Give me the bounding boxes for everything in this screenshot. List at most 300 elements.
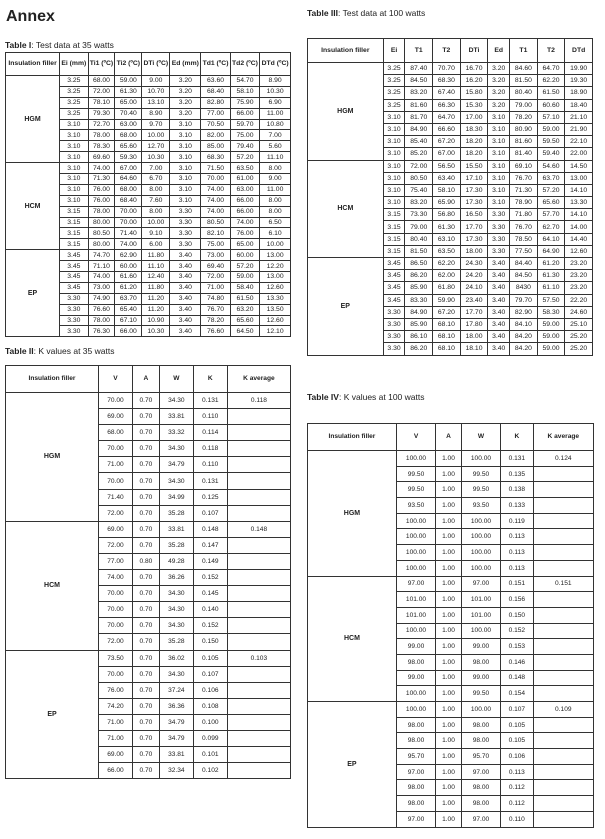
table-cell: 13.00	[260, 250, 291, 261]
table-cell: 68.30	[433, 75, 461, 87]
table-cell: 1.00	[436, 592, 462, 608]
table-cell: 76.70	[201, 304, 230, 315]
table-cell: 56.50	[433, 160, 461, 172]
table-cell	[533, 498, 593, 514]
table-cell: 3.15	[60, 206, 88, 217]
table-cell: 7.00	[260, 130, 291, 141]
table-cell: 78.20	[201, 315, 230, 326]
table-cell: 97.00	[461, 811, 500, 827]
table-cell: 101.00	[396, 592, 435, 608]
column-header: DTi (ºC)	[142, 53, 170, 76]
table-cell: 22.00	[565, 148, 593, 160]
table-cell: 59.00	[537, 123, 565, 135]
table-cell: 71.30	[510, 184, 538, 196]
table-cell: 57.70	[537, 209, 565, 221]
table-cell: 3.45	[383, 258, 405, 270]
table-cell: 66.00	[230, 108, 259, 119]
table-cell: 3.40	[170, 326, 201, 337]
table-cell: 100.00	[461, 623, 500, 639]
table-cell: 3.10	[488, 148, 510, 160]
table-cell: 17.70	[460, 221, 488, 233]
table-row	[6, 393, 291, 409]
table-cell: 100.00	[461, 702, 500, 718]
table-cell: 71.80	[510, 209, 538, 221]
table-cell: 3.30	[488, 209, 510, 221]
table-cell: 3.30	[170, 206, 201, 217]
table-cell: 80.40	[405, 233, 433, 245]
table-cell: 3.25	[60, 76, 88, 87]
table-cell: 69.00	[98, 521, 132, 537]
table-cell: 99.50	[461, 482, 500, 498]
table-cell: 58.30	[537, 306, 565, 318]
column-header: K average	[227, 366, 290, 393]
caption-label: Table II	[5, 346, 34, 356]
table-cell: 59.50	[537, 136, 565, 148]
table-cell: 17.30	[460, 197, 488, 209]
table-cell: 0.151	[501, 576, 533, 592]
table-cell	[533, 717, 593, 733]
table-cell: 11.00	[260, 184, 291, 195]
table-cell: 3.40	[488, 343, 510, 355]
table-cell: 0.105	[501, 717, 533, 733]
table-cell: 3.30	[488, 221, 510, 233]
table-cell: 0.156	[501, 592, 533, 608]
table-cell: 79.30	[88, 108, 115, 119]
table-cell: 74.00	[201, 206, 230, 217]
table-cell: 14.00	[565, 221, 593, 233]
table-cell: 75.00	[201, 239, 230, 250]
filler-group-label: HCM	[6, 163, 60, 250]
table-cell: 81.50	[405, 245, 433, 257]
table-cell: 3.30	[383, 331, 405, 343]
table-cell: 81.70	[405, 111, 433, 123]
table-cell: 3.45	[383, 294, 405, 306]
table-cell: 0.110	[501, 811, 533, 827]
table-cell: 3.25	[383, 87, 405, 99]
table-3-caption	[307, 8, 425, 18]
table-cell: 16.20	[460, 75, 488, 87]
table-cell: 18.10	[460, 343, 488, 355]
table-cell: 57.20	[230, 261, 259, 272]
table-cell: 93.50	[396, 498, 435, 514]
table-cell: 1.00	[436, 529, 462, 545]
table-cell: 6.00	[142, 239, 170, 250]
table-cell: 11.20	[142, 293, 170, 304]
table-cell: 70.70	[433, 63, 461, 75]
table-cell: 5.60	[260, 141, 291, 152]
table-cell: 83.30	[405, 294, 433, 306]
table-cell: 14.10	[565, 209, 593, 221]
table-cell: 68.40	[201, 86, 230, 97]
filler-group-label: HGM	[6, 393, 99, 522]
table-cell: 81.60	[510, 136, 538, 148]
table-cell: 62.90	[115, 250, 142, 261]
table-cell: 78.30	[88, 141, 115, 152]
table-cell	[533, 639, 593, 655]
table-cell: 59.00	[115, 76, 142, 87]
table-4-caption	[307, 392, 425, 402]
table-cell: 56.80	[433, 209, 461, 221]
table-cell	[227, 586, 290, 602]
table-cell: 98.00	[396, 654, 435, 670]
table-cell: 3.10	[488, 123, 510, 135]
column-header: T2	[537, 39, 565, 63]
table-cell: 63.00	[230, 184, 259, 195]
table-cell: 3.10	[383, 197, 405, 209]
table-cell: 75.00	[230, 130, 259, 141]
table-cell: 1.00	[436, 498, 462, 514]
table-cell: 1.00	[436, 451, 462, 467]
table-cell: 79.70	[510, 294, 538, 306]
table-cell: 0.70	[132, 650, 159, 666]
column-header: W	[159, 366, 193, 393]
table-cell: 0.70	[132, 682, 159, 698]
table-cell: 59.00	[537, 318, 565, 330]
table-cell: 3.20	[170, 108, 201, 119]
table-cell	[227, 763, 290, 779]
table-cell: 0.105	[501, 733, 533, 749]
table-cell: 73.00	[201, 250, 230, 261]
table-cell: 0.106	[193, 682, 227, 698]
table-cell: 65.00	[115, 97, 142, 108]
table-cell: 54.60	[537, 160, 565, 172]
table-cell: 58.10	[433, 184, 461, 196]
column-header: Insulation filler	[6, 53, 60, 76]
table-cell: 70.40	[115, 108, 142, 119]
table-cell: 0.112	[501, 780, 533, 796]
table-cell	[533, 513, 593, 529]
table-cell: 1.00	[436, 576, 462, 592]
table-cell: 3.30	[383, 306, 405, 318]
table-cell: 100.00	[396, 545, 435, 561]
table-cell: 33.32	[159, 425, 193, 441]
table-cell: 84.40	[510, 258, 538, 270]
table-cell: 100.00	[461, 451, 500, 467]
table-cell: 0.140	[193, 602, 227, 618]
table-cell: 63.40	[433, 172, 461, 184]
table-cell: 57.10	[537, 111, 565, 123]
table-cell: 3.10	[60, 119, 88, 130]
column-header: K average	[533, 424, 593, 451]
table-cell: 15.30	[460, 99, 488, 111]
table-cell: 15.80	[460, 87, 488, 99]
table-cell: 34.30	[159, 393, 193, 409]
filler-group-label: HCM	[308, 160, 384, 258]
table-cell: 98.00	[396, 733, 435, 749]
table-cell: 12.60	[260, 315, 291, 326]
table-cell	[533, 654, 593, 670]
table-cell: 8430	[510, 282, 538, 294]
table-cell: 3.20	[488, 87, 510, 99]
table-cell	[533, 482, 593, 498]
table-cell	[227, 409, 290, 425]
table-cell: 78.50	[510, 233, 538, 245]
table-cell: 65.90	[433, 197, 461, 209]
table-cell: 0.135	[501, 466, 533, 482]
table-cell	[533, 560, 593, 576]
table-cell: 34.99	[159, 489, 193, 505]
table-cell: 22.20	[565, 294, 593, 306]
table-cell: 13.50	[260, 304, 291, 315]
table-cell: 74.00	[88, 163, 115, 174]
table-cell: 68.10	[433, 331, 461, 343]
table-cell: 68.00	[115, 184, 142, 195]
table-cell: 0.80	[132, 553, 159, 569]
table-cell: 66.00	[98, 763, 132, 779]
table-cell: 25.20	[565, 343, 593, 355]
table-cell	[227, 505, 290, 521]
table-cell: 97.00	[461, 764, 500, 780]
table-cell: 74.80	[201, 293, 230, 304]
table-cell: 0.154	[501, 686, 533, 702]
table-cell: 8.00	[260, 195, 291, 206]
table-cell: 3.40	[170, 282, 201, 293]
table-cell: 70.00	[115, 206, 142, 217]
table-cell: 65.60	[115, 141, 142, 152]
table-cell: 0.146	[501, 654, 533, 670]
table-cell: 3.15	[383, 209, 405, 221]
table-cell: 81.60	[405, 99, 433, 111]
table-cell	[227, 634, 290, 650]
table-cell: 0.131	[193, 393, 227, 409]
table-cell: 22.10	[565, 136, 593, 148]
table-cell: 3.45	[60, 250, 88, 261]
table-cell: 80.00	[88, 217, 115, 228]
table-row	[308, 63, 593, 75]
table-cell: 77.00	[98, 553, 132, 569]
table-cell: 60.60	[537, 99, 565, 111]
table-cell: 3.30	[383, 343, 405, 355]
table-cell: 1.00	[436, 639, 462, 655]
table-cell: 3.10	[170, 184, 201, 195]
table-cell: 0.70	[132, 393, 159, 409]
table-cell: 12.60	[260, 282, 291, 293]
table-cell: 62.70	[537, 221, 565, 233]
table-cell: 80.40	[510, 87, 538, 99]
table-cell: 64.10	[537, 233, 565, 245]
filler-group-label: HGM	[308, 63, 384, 161]
table-cell: 76.00	[230, 228, 259, 239]
table-cell: 71.30	[88, 174, 115, 185]
table-cell	[533, 592, 593, 608]
table-cell: 0.113	[501, 764, 533, 780]
table-cell: 84.10	[510, 318, 538, 330]
table-cell: 10.00	[260, 239, 291, 250]
table-cell: 0.131	[501, 451, 533, 467]
table-cell: 7.00	[142, 163, 170, 174]
table-cell: 72.00	[405, 160, 433, 172]
table-cell: 24.30	[460, 258, 488, 270]
table-cell: 100.00	[461, 560, 500, 576]
table-cell: 9.10	[142, 228, 170, 239]
table-cell: 9.00	[260, 174, 291, 185]
table-cell: 3.40	[170, 304, 201, 315]
table-cell: 67.00	[433, 148, 461, 160]
table-cell: 69.00	[98, 409, 132, 425]
table-cell: 68.00	[98, 425, 132, 441]
column-header: Ed (mm)	[170, 53, 201, 76]
table-cell: 61.20	[115, 282, 142, 293]
table-cell: 0.118	[193, 441, 227, 457]
table-row	[308, 576, 594, 592]
column-header: Ei	[383, 39, 405, 63]
column-header: K	[193, 366, 227, 393]
table-cell	[227, 682, 290, 698]
table-cell: 3.30	[383, 318, 405, 330]
table-cell: 80.90	[510, 123, 538, 135]
table-cell: 61.50	[537, 87, 565, 99]
table-cell: 85.00	[201, 141, 230, 152]
table-cell: 3.40	[170, 250, 201, 261]
table-cell	[227, 457, 290, 473]
table-cell: 0.108	[193, 698, 227, 714]
table-cell: 0.118	[227, 393, 290, 409]
table-cell: 76.00	[98, 682, 132, 698]
table-cell: 23.20	[565, 258, 593, 270]
table-cell: 3.10	[170, 195, 201, 206]
column-header: Ti1 (ºC)	[88, 53, 115, 76]
table-cell: 71.40	[98, 489, 132, 505]
header-row	[6, 366, 291, 393]
table-cell: 74.00	[230, 217, 259, 228]
table-cell: 6.10	[260, 228, 291, 239]
table-cell: 65.40	[115, 304, 142, 315]
table-cell: 86.20	[405, 343, 433, 355]
table-cell: 61.10	[537, 282, 565, 294]
table-cell: 0.151	[533, 576, 593, 592]
table-cell: 100.00	[396, 623, 435, 639]
table-cell: 61.50	[230, 293, 259, 304]
table-cell: 58.40	[230, 282, 259, 293]
table-cell: 67.00	[115, 163, 142, 174]
table-cell: 10.90	[142, 315, 170, 326]
table-cell: 9.00	[142, 76, 170, 87]
table-cell: 101.00	[461, 592, 500, 608]
caption-label: Table IV	[307, 392, 339, 402]
table-cell: 12.20	[260, 261, 291, 272]
table-1-test-data-35w	[5, 52, 291, 337]
table-row	[6, 163, 291, 174]
table-cell	[533, 670, 593, 686]
table-cell: 10.30	[260, 86, 291, 97]
table-cell: 63.20	[230, 304, 259, 315]
table-cell: 11.80	[142, 250, 170, 261]
table-cell: 11.10	[142, 261, 170, 272]
table-cell: 3.10	[60, 152, 88, 163]
table-cell: 64.50	[230, 326, 259, 337]
table-cell: 72.00	[201, 272, 230, 283]
table-cell: 11.20	[142, 304, 170, 315]
table-cell: 3.10	[60, 163, 88, 174]
table-cell: 18.00	[460, 245, 488, 257]
caption-label: Table III	[307, 8, 339, 18]
table-cell: 0.103	[227, 650, 290, 666]
table-cell: 3.10	[60, 141, 88, 152]
table-cell: 0.70	[132, 473, 159, 489]
table-cell: 99.50	[396, 482, 435, 498]
table-cell: 63.50	[433, 245, 461, 257]
table-cell: 3.10	[488, 160, 510, 172]
header-row	[308, 424, 594, 451]
table-cell: 3.10	[170, 141, 201, 152]
table-cell: 8.90	[142, 108, 170, 119]
table-cell: 80.50	[88, 228, 115, 239]
table-cell: 61.00	[230, 174, 259, 185]
table-cell: 84.20	[510, 343, 538, 355]
table-cell: 3.45	[60, 282, 88, 293]
table-cell: 77.00	[201, 108, 230, 119]
table-cell: 68.10	[433, 343, 461, 355]
table-cell	[227, 425, 290, 441]
table-cell: 13.00	[565, 172, 593, 184]
table-cell: 3.30	[488, 233, 510, 245]
table-cell: 18.20	[460, 136, 488, 148]
table-cell: 3.10	[170, 130, 201, 141]
table-cell	[227, 698, 290, 714]
table-cell: 63.00	[115, 119, 142, 130]
table-cell: 0.148	[227, 521, 290, 537]
table-cell: 3.20	[488, 99, 510, 111]
table-row	[6, 76, 291, 87]
table-cell: 85.90	[405, 318, 433, 330]
table-cell: 34.79	[159, 457, 193, 473]
table-cell: 61.60	[115, 272, 142, 283]
table-cell: 97.00	[396, 576, 435, 592]
table-cell	[533, 764, 593, 780]
table-cell: 3.15	[60, 217, 88, 228]
table-cell: 59.40	[537, 148, 565, 160]
table-cell: 34.30	[159, 441, 193, 457]
table-cell: 36.26	[159, 570, 193, 586]
table-cell: 17.10	[460, 172, 488, 184]
table-cell: 67.10	[115, 315, 142, 326]
column-header: Insulation filler	[308, 424, 397, 451]
table-cell: 0.150	[501, 607, 533, 623]
header-row	[308, 39, 593, 63]
table-cell: 3.10	[488, 136, 510, 148]
table-cell: 66.00	[230, 206, 259, 217]
table-cell: 0.124	[533, 451, 593, 467]
table-cell: 3.10	[60, 195, 88, 206]
table-cell: 1.00	[436, 796, 462, 812]
header-row	[6, 53, 291, 76]
table-cell: 18.30	[460, 123, 488, 135]
table-cell: 74.00	[98, 570, 132, 586]
table-cell: 73.30	[405, 209, 433, 221]
table-cell: 68.00	[115, 130, 142, 141]
table-cell: 76.60	[88, 304, 115, 315]
column-header: DTi	[460, 39, 488, 63]
table-cell: 13.30	[565, 197, 593, 209]
table-cell: 85.40	[405, 136, 433, 148]
table-cell: 35.28	[159, 537, 193, 553]
table-cell: 0.150	[193, 634, 227, 650]
table-cell: 19.30	[565, 75, 593, 87]
table-cell: 3.40	[170, 261, 201, 272]
table-cell: 6.90	[260, 97, 291, 108]
table-cell: 0.109	[533, 702, 593, 718]
table-cell: 1.00	[436, 545, 462, 561]
table-cell: 3.30	[60, 293, 88, 304]
column-header: Insulation filler	[308, 39, 384, 63]
table-cell: 3.20	[170, 86, 201, 97]
table-cell: 61.30	[433, 221, 461, 233]
table-cell: 0.145	[193, 586, 227, 602]
table-cell: 3.20	[170, 97, 201, 108]
table-cell: 17.00	[460, 111, 488, 123]
table-cell: 71.00	[98, 457, 132, 473]
table-cell: 3.40	[488, 282, 510, 294]
